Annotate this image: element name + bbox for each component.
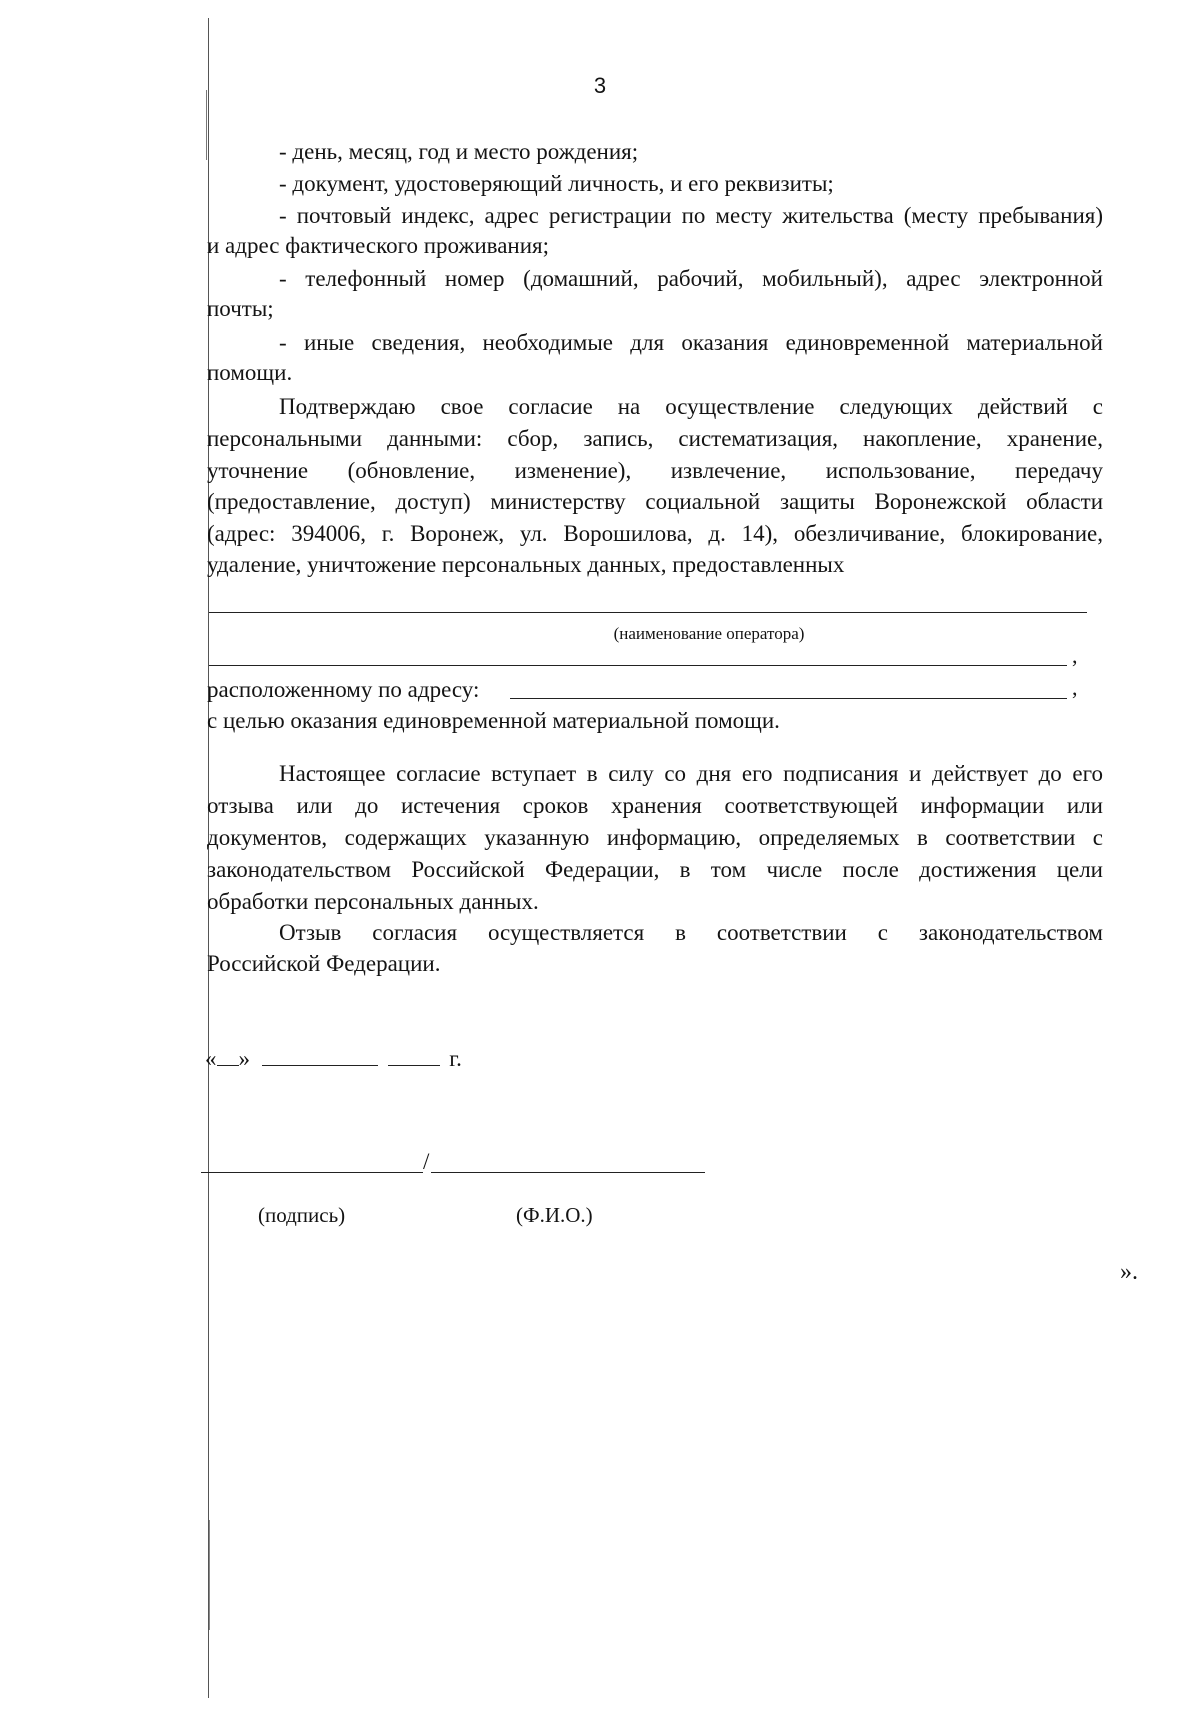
signature-slash: / bbox=[423, 1149, 430, 1174]
list-item-continuation: и адрес фактического проживания; bbox=[207, 233, 550, 258]
consent-line: (адрес: 394006, г. Воронеж, ул. Ворошилова, д. 14), обезличивание, блокирование, bbox=[207, 521, 1103, 546]
revocation-line: Отзыв согласия осуществляется в соответствии с законодательством bbox=[279, 920, 1103, 945]
date-field bbox=[205, 1043, 462, 1075]
signature-caption: (подпись) bbox=[258, 1203, 346, 1227]
quote-close: » bbox=[238, 1046, 250, 1071]
validity-line: законодательством Российской Федерации, в том числе после достижения цели bbox=[207, 857, 1103, 882]
day-blank bbox=[217, 1043, 239, 1066]
validity-line: отзыва или до истечения сроков хранения соответствующей информации или bbox=[207, 793, 1103, 818]
consent-line: удаление, уничтожение персональных данных, предоставленных bbox=[207, 552, 845, 577]
month-blank bbox=[262, 1043, 378, 1066]
comma: , bbox=[1072, 643, 1078, 668]
list-item-continuation: почты; bbox=[207, 296, 274, 321]
address-label: расположенному по адресу: bbox=[207, 677, 480, 702]
list-item: - документ, удостоверяющий личность, и его реквизиты; bbox=[279, 171, 834, 196]
operator-caption: (наименование оператора) bbox=[613, 624, 805, 643]
list-item: - день, месяц, год и место рождения; bbox=[279, 139, 639, 164]
revocation-line: Российской Федерации. bbox=[207, 951, 441, 976]
year-blank bbox=[388, 1043, 440, 1066]
list-item-continuation: помощи. bbox=[207, 360, 293, 385]
consent-line: Подтверждаю свое согласие на осуществление следующих действий с bbox=[279, 394, 1103, 419]
operator-name-blank-2 bbox=[209, 665, 1067, 666]
purpose-line: с целью оказания единовременной материальной помощи. bbox=[207, 708, 780, 733]
year-suffix: г. bbox=[449, 1046, 462, 1071]
full-name-caption: (Ф.И.О.) bbox=[516, 1203, 593, 1227]
operator-name-blank bbox=[209, 612, 1087, 613]
comma: , bbox=[1072, 675, 1078, 700]
validity-line: документов, содержащих указанную информацию, определяемых в соответствии с bbox=[207, 825, 1103, 850]
list-item: - телефонный номер (домашний, рабочий, мобильный), адрес электронной bbox=[279, 266, 1103, 291]
list-item: - почтовый индекс, адрес регистрации по месту жительства (месту пребывания) bbox=[279, 203, 1103, 228]
consent-line: (предоставление, доступ) министерству социальной защиты Воронежской области bbox=[207, 489, 1103, 514]
closing-quote: ». bbox=[1120, 1259, 1138, 1285]
address-blank bbox=[510, 698, 1067, 699]
consent-line: персональными данными: сбор, запись, систематизация, накопление, хранение, bbox=[207, 426, 1103, 451]
list-item: - иные сведения, необходимые для оказания единовременной материальной bbox=[279, 330, 1103, 355]
scan-margin-line bbox=[209, 1520, 210, 1630]
full-name-blank bbox=[431, 1172, 705, 1173]
validity-line: обработки персональных данных. bbox=[207, 889, 539, 914]
page-number: 3 bbox=[593, 73, 607, 98]
validity-line: Настоящее согласие вступает в силу со дня его подписания и действует до его bbox=[279, 761, 1103, 786]
quote-open: « bbox=[205, 1046, 217, 1071]
consent-line: уточнение (обновление, изменение), извлечение, использование, передачу bbox=[207, 458, 1103, 483]
signature-blank bbox=[201, 1172, 423, 1173]
